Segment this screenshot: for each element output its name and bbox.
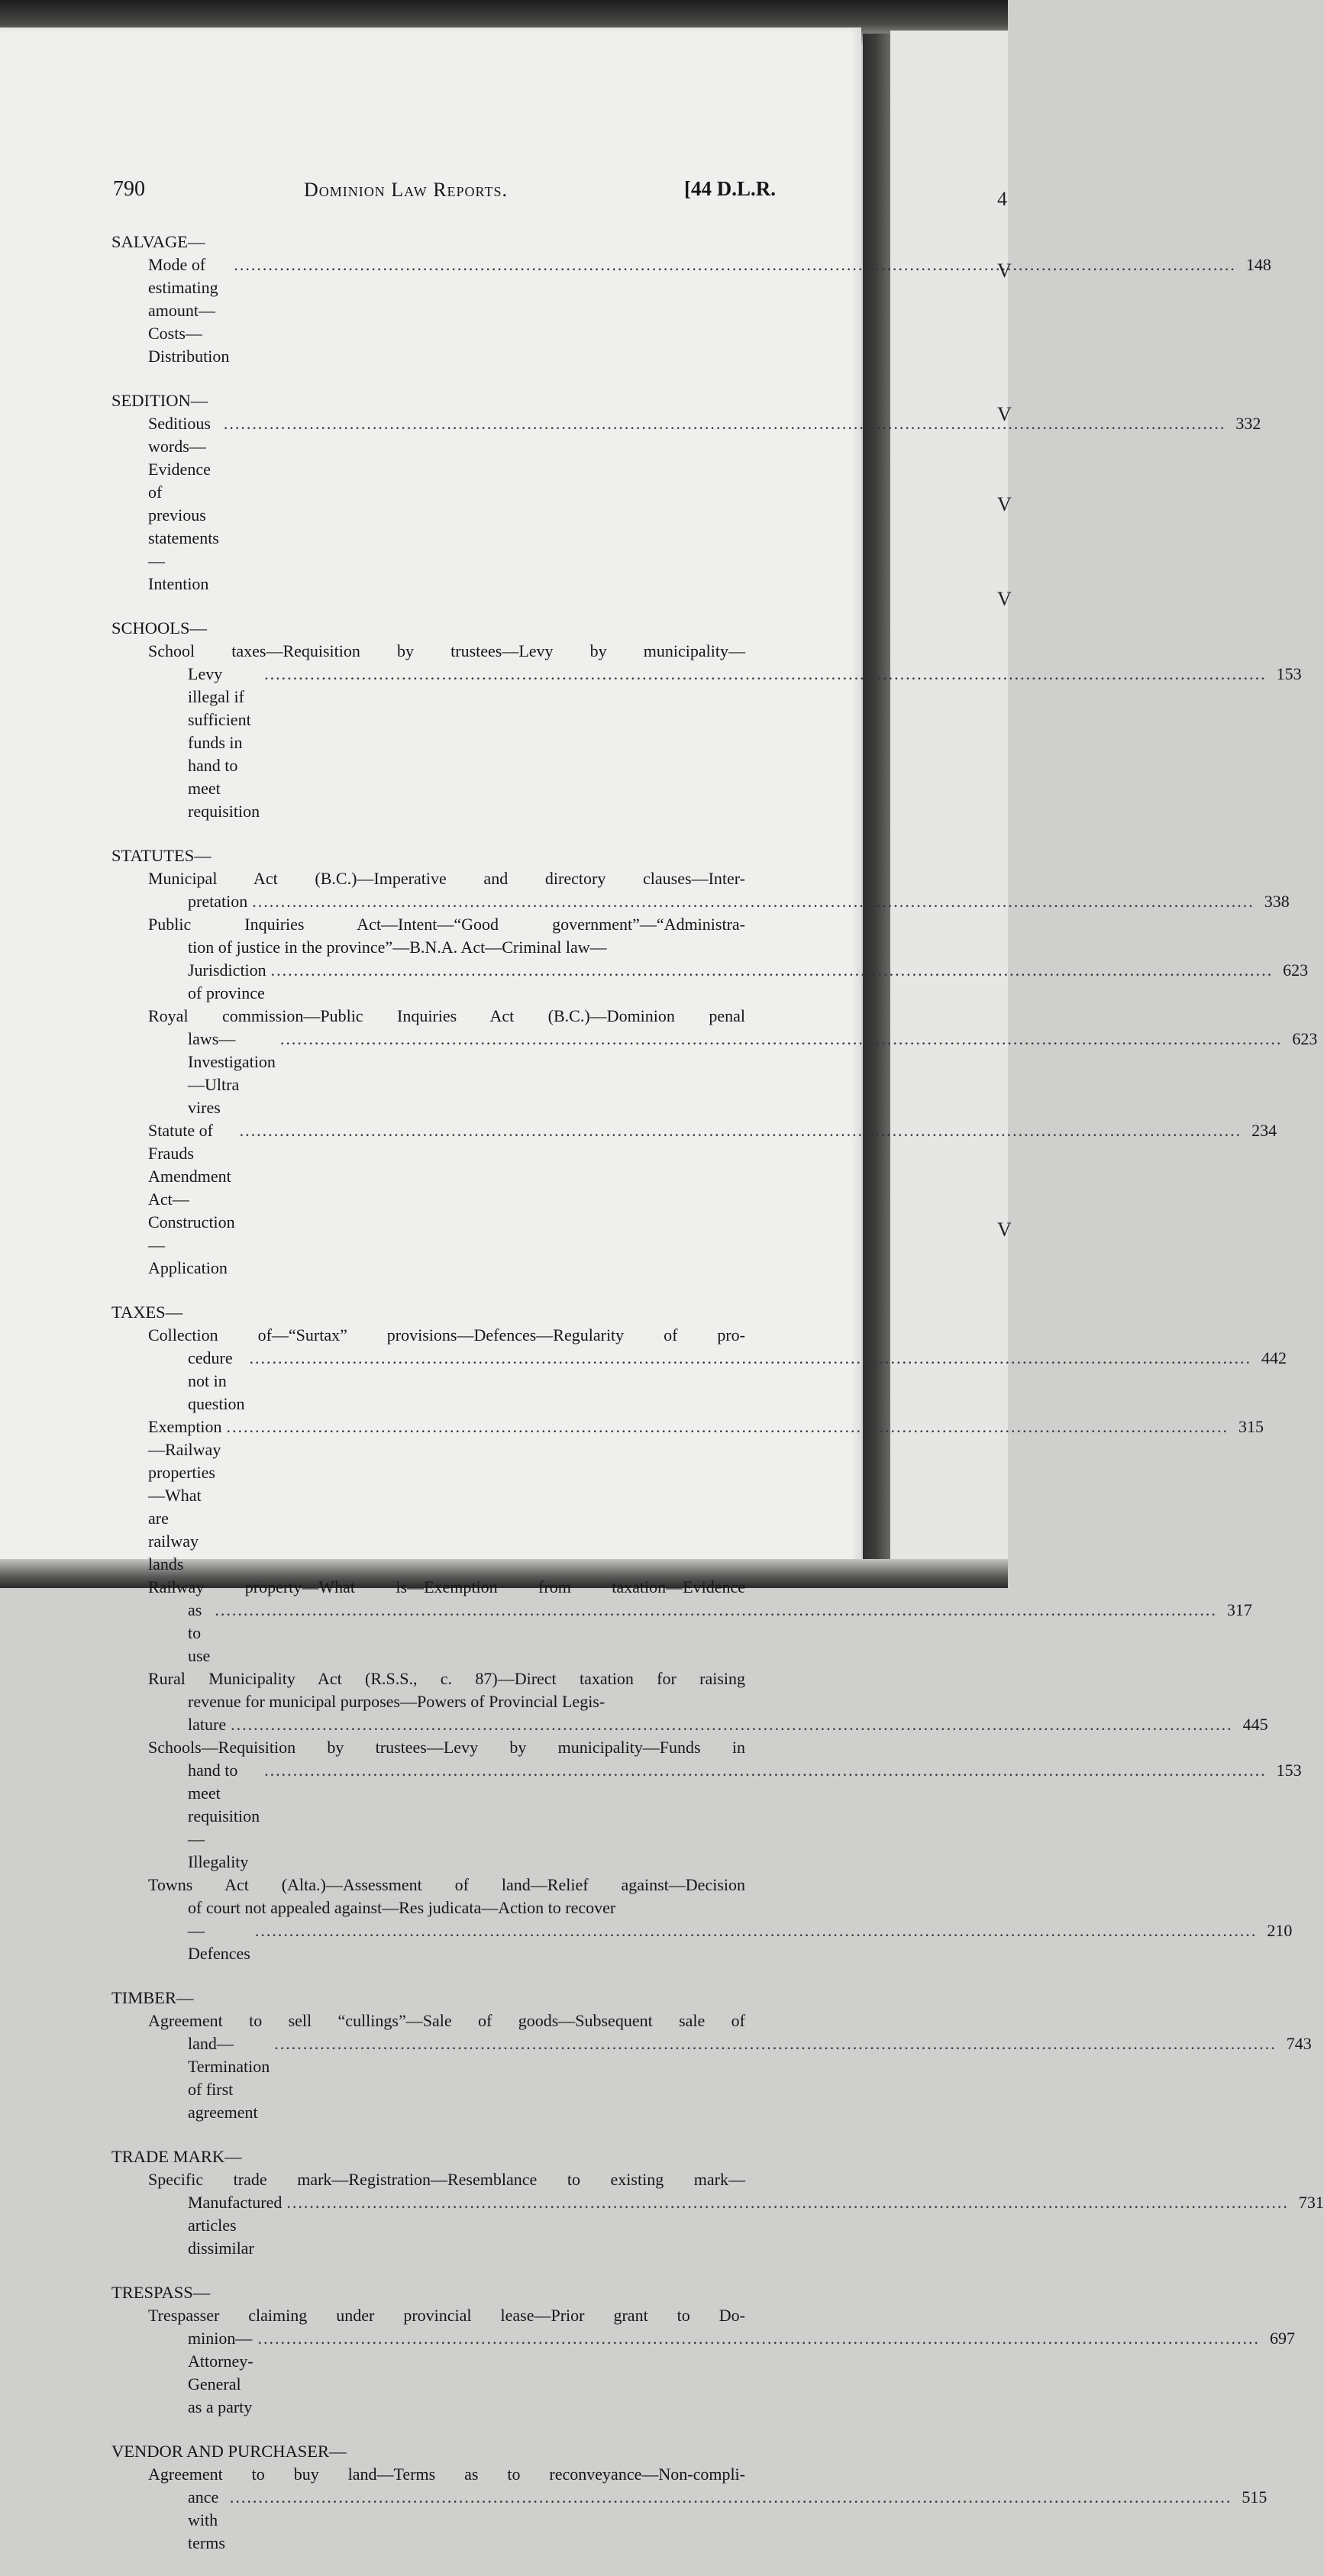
- entry-final-text: Manufactured articles dissimilar: [188, 2193, 283, 2258]
- section-heading: SCHOOLS—: [111, 618, 208, 638]
- dot-leader: [264, 1759, 1267, 1782]
- entry-page-number: 743: [1286, 2034, 1312, 2053]
- index-entry: [148, 412, 1261, 596]
- dot-leader: [264, 663, 1267, 686]
- entry-final-text: land—Termination of first agreement: [188, 2034, 270, 2122]
- dot-leader: [234, 253, 1236, 276]
- entry-final-text: Exemption—Railway properties—What are railway lands: [148, 1417, 222, 1574]
- entry-text-line: Rural Municipality Act (R.S.S., c. 87)—Direct taxation for raising: [148, 1669, 745, 1688]
- index-entry: [148, 2304, 1296, 2419]
- entry-final-text: as to use: [188, 1600, 211, 1665]
- entry-page-number: 445: [1242, 1715, 1268, 1734]
- entry-final-line: [148, 890, 1290, 913]
- index-entry: [148, 867, 1290, 913]
- index-section: [98, 2281, 1296, 2419]
- dot-leader: [224, 412, 1226, 435]
- entry-final-line: [148, 1416, 1264, 1576]
- index-list: [98, 231, 1324, 2555]
- dot-leader: [280, 1028, 1283, 1051]
- section-heading: SALVAGE—: [111, 232, 205, 251]
- entry-final-line: [148, 412, 1261, 596]
- entry-text-line: Schools—Requisition by trustees—Levy by municipality—Funds in: [148, 1738, 745, 1757]
- dot-leader: [258, 2327, 1261, 2350]
- entry-text-line: Agreement to buy land—Terms as to reconveyance—Non-compli-: [148, 2465, 745, 2484]
- entry-text-line: Agreement to sell “cullings”—Sale of goods—Subsequent sale of: [148, 2011, 745, 2030]
- section-heading: TIMBER—: [111, 1988, 194, 2007]
- dot-leader: [250, 1347, 1252, 1370]
- entry-text-line: School taxes—Requisition by trustees—Levy by municipality—: [148, 641, 745, 660]
- index-entry: [148, 253, 1271, 368]
- facing-page-glyph: 4: [997, 188, 1007, 210]
- entry-final-text: Mode of estimating amount—Costs—Distribution: [148, 255, 230, 366]
- index-entry: [148, 1736, 1302, 1874]
- index-entry: [148, 1416, 1264, 1576]
- dot-leader: [231, 1713, 1233, 1736]
- entry-text-line: of court not appealed against—Res judicata—Action to recover: [188, 1898, 616, 1917]
- entry-final-line: [148, 2327, 1296, 2419]
- dot-leader: [240, 1119, 1242, 1142]
- entry-page-number: 234: [1251, 1121, 1277, 1140]
- entry-final-text: cedure not in question: [188, 1348, 245, 1413]
- entry-final-line: [148, 1759, 1302, 1874]
- entry-final-text: Jurisdiction of province: [188, 960, 266, 1002]
- entry-final-line: [148, 1713, 1268, 1736]
- entry-final-line: [148, 2032, 1312, 2124]
- entry-page-number: 731: [1298, 2193, 1324, 2212]
- entry-final-line: [148, 1919, 1293, 1965]
- entry-final-line: [148, 1028, 1318, 1119]
- index-section: [98, 617, 1302, 823]
- entry-final-line: [148, 959, 1309, 1005]
- entry-text-line: Specific trade mark—Registration—Resemblance to existing mark—: [148, 2170, 745, 2189]
- entry-page-number: 442: [1261, 1348, 1287, 1367]
- dot-leader: [227, 1416, 1229, 1438]
- entry-final-line: [148, 663, 1302, 823]
- entry-page-number: 148: [1245, 255, 1271, 274]
- index-section: [98, 1987, 1312, 2124]
- entry-final-text: ance with terms: [188, 2487, 225, 2552]
- dot-leader: [271, 959, 1274, 982]
- entry-final-text: lature: [188, 1715, 227, 1734]
- index-entry: [148, 913, 1309, 1005]
- index-entry: [148, 1874, 1293, 1965]
- entry-text-line: Towns Act (Alta.)—Assessment of land—Relief against—Decision: [148, 1875, 745, 1894]
- entry-text-line: Public Inquiries Act—Intent—“Good government”—“Administra-: [148, 915, 745, 934]
- page-number: 790: [113, 177, 145, 201]
- entry-page-number: 153: [1276, 1761, 1302, 1780]
- index-entry: [148, 1324, 1287, 1416]
- entry-final-line: [148, 2191, 1324, 2260]
- section-heading: TAXES—: [111, 1303, 183, 1322]
- entry-final-text: minion—Attorney-General as a party: [188, 2329, 253, 2416]
- dot-leader: [286, 2191, 1289, 2214]
- entry-final-line: [148, 253, 1271, 368]
- entry-page-number: 338: [1264, 892, 1290, 911]
- entry-page-number: 697: [1270, 2329, 1296, 2348]
- facing-page-glyph: V: [997, 403, 1012, 425]
- entry-text-line: Trespasser claiming under provincial lease—Prior grant to Do-: [148, 2306, 745, 2325]
- entry-final-text: Levy illegal if sufficient funds in hand to meet requisition: [188, 664, 260, 821]
- entry-page-number: 332: [1235, 414, 1261, 433]
- section-heading: STATUTES—: [111, 846, 212, 865]
- entry-text-line: revenue for municipal purposes—Powers of Provincial Legis-: [188, 1692, 605, 1711]
- dot-leader: [255, 1919, 1258, 1942]
- index-entry: [148, 2009, 1312, 2124]
- entry-page-number: 315: [1238, 1417, 1264, 1436]
- entry-final-line: [148, 2486, 1267, 2555]
- entry-page-number: 623: [1292, 1029, 1318, 1048]
- entry-final-line: [148, 1599, 1252, 1667]
- index-section: [98, 844, 1318, 1280]
- index-section: [98, 2145, 1324, 2260]
- entry-final-text: pretation: [188, 892, 248, 911]
- entry-final-line: [148, 1119, 1277, 1280]
- entry-text-line: Royal commission—Public Inquiries Act (B.C.)—Dominion penal: [148, 1006, 745, 1025]
- index-entry: [148, 640, 1302, 823]
- dot-leader: [230, 2486, 1232, 2509]
- entry-final-text: Statute of Frauds Amendment Act—Construction—Application: [148, 1121, 235, 1277]
- entry-final-text: laws—Investigation—Ultra vires: [188, 1029, 276, 1117]
- running-head: [98, 173, 774, 211]
- journal-title: Dominion Law Reports.: [304, 179, 508, 201]
- entry-page-number: 210: [1267, 1921, 1293, 1940]
- index-entry: [148, 1667, 1268, 1736]
- entry-text-line: Railway property—What is—Exemption from taxation—Evidence: [148, 1577, 745, 1596]
- entry-page-number: 153: [1276, 664, 1302, 683]
- section-heading: VENDOR AND PURCHASER—: [111, 2442, 347, 2461]
- index-section: [98, 2440, 1267, 2555]
- entry-final-line: [148, 1347, 1287, 1416]
- dot-leader: [274, 2032, 1277, 2055]
- entry-page-number: 623: [1283, 960, 1309, 980]
- facing-page-glyph: V: [997, 588, 1012, 610]
- index-section: [98, 1301, 1302, 1965]
- entry-final-text: Seditious words—Evidence of previous statements—Intention: [148, 414, 219, 593]
- entry-page-number: 317: [1226, 1600, 1252, 1619]
- dot-leader: [215, 1599, 1217, 1622]
- facing-page-glyph: V: [997, 1219, 1012, 1241]
- index-section: [98, 389, 1261, 596]
- facing-page-glyph: V: [997, 493, 1012, 515]
- entry-final-text: —Defences: [188, 1921, 250, 1963]
- volume-reference: [44 D.L.R.: [684, 177, 776, 200]
- section-heading: SEDITION—: [111, 391, 208, 410]
- index-entry: [148, 1119, 1277, 1280]
- entry-page-number: 515: [1242, 2487, 1267, 2507]
- entry-final-text: hand to meet requisition—Illegality: [188, 1761, 260, 1871]
- section-heading: TRESPASS—: [111, 2283, 211, 2302]
- index-content: [98, 173, 1324, 2576]
- dot-leader: [252, 890, 1255, 913]
- index-entry: [148, 2168, 1324, 2260]
- section-heading: TRADE MARK—: [111, 2147, 242, 2166]
- index-entry: [148, 1576, 1252, 1667]
- facing-page-glyph: V: [997, 260, 1012, 282]
- entry-text-line: Collection of—“Surtax” provisions—Defences—Regularity of pro-: [148, 1325, 745, 1344]
- index-entry: [148, 1005, 1318, 1119]
- entry-text-line: tion of justice in the province”—B.N.A. Act—Criminal law—: [188, 938, 607, 957]
- entry-text-line: Municipal Act (B.C.)—Imperative and directory clauses—Inter-: [148, 869, 745, 888]
- index-entry: [148, 2463, 1267, 2555]
- index-section: [98, 231, 1271, 368]
